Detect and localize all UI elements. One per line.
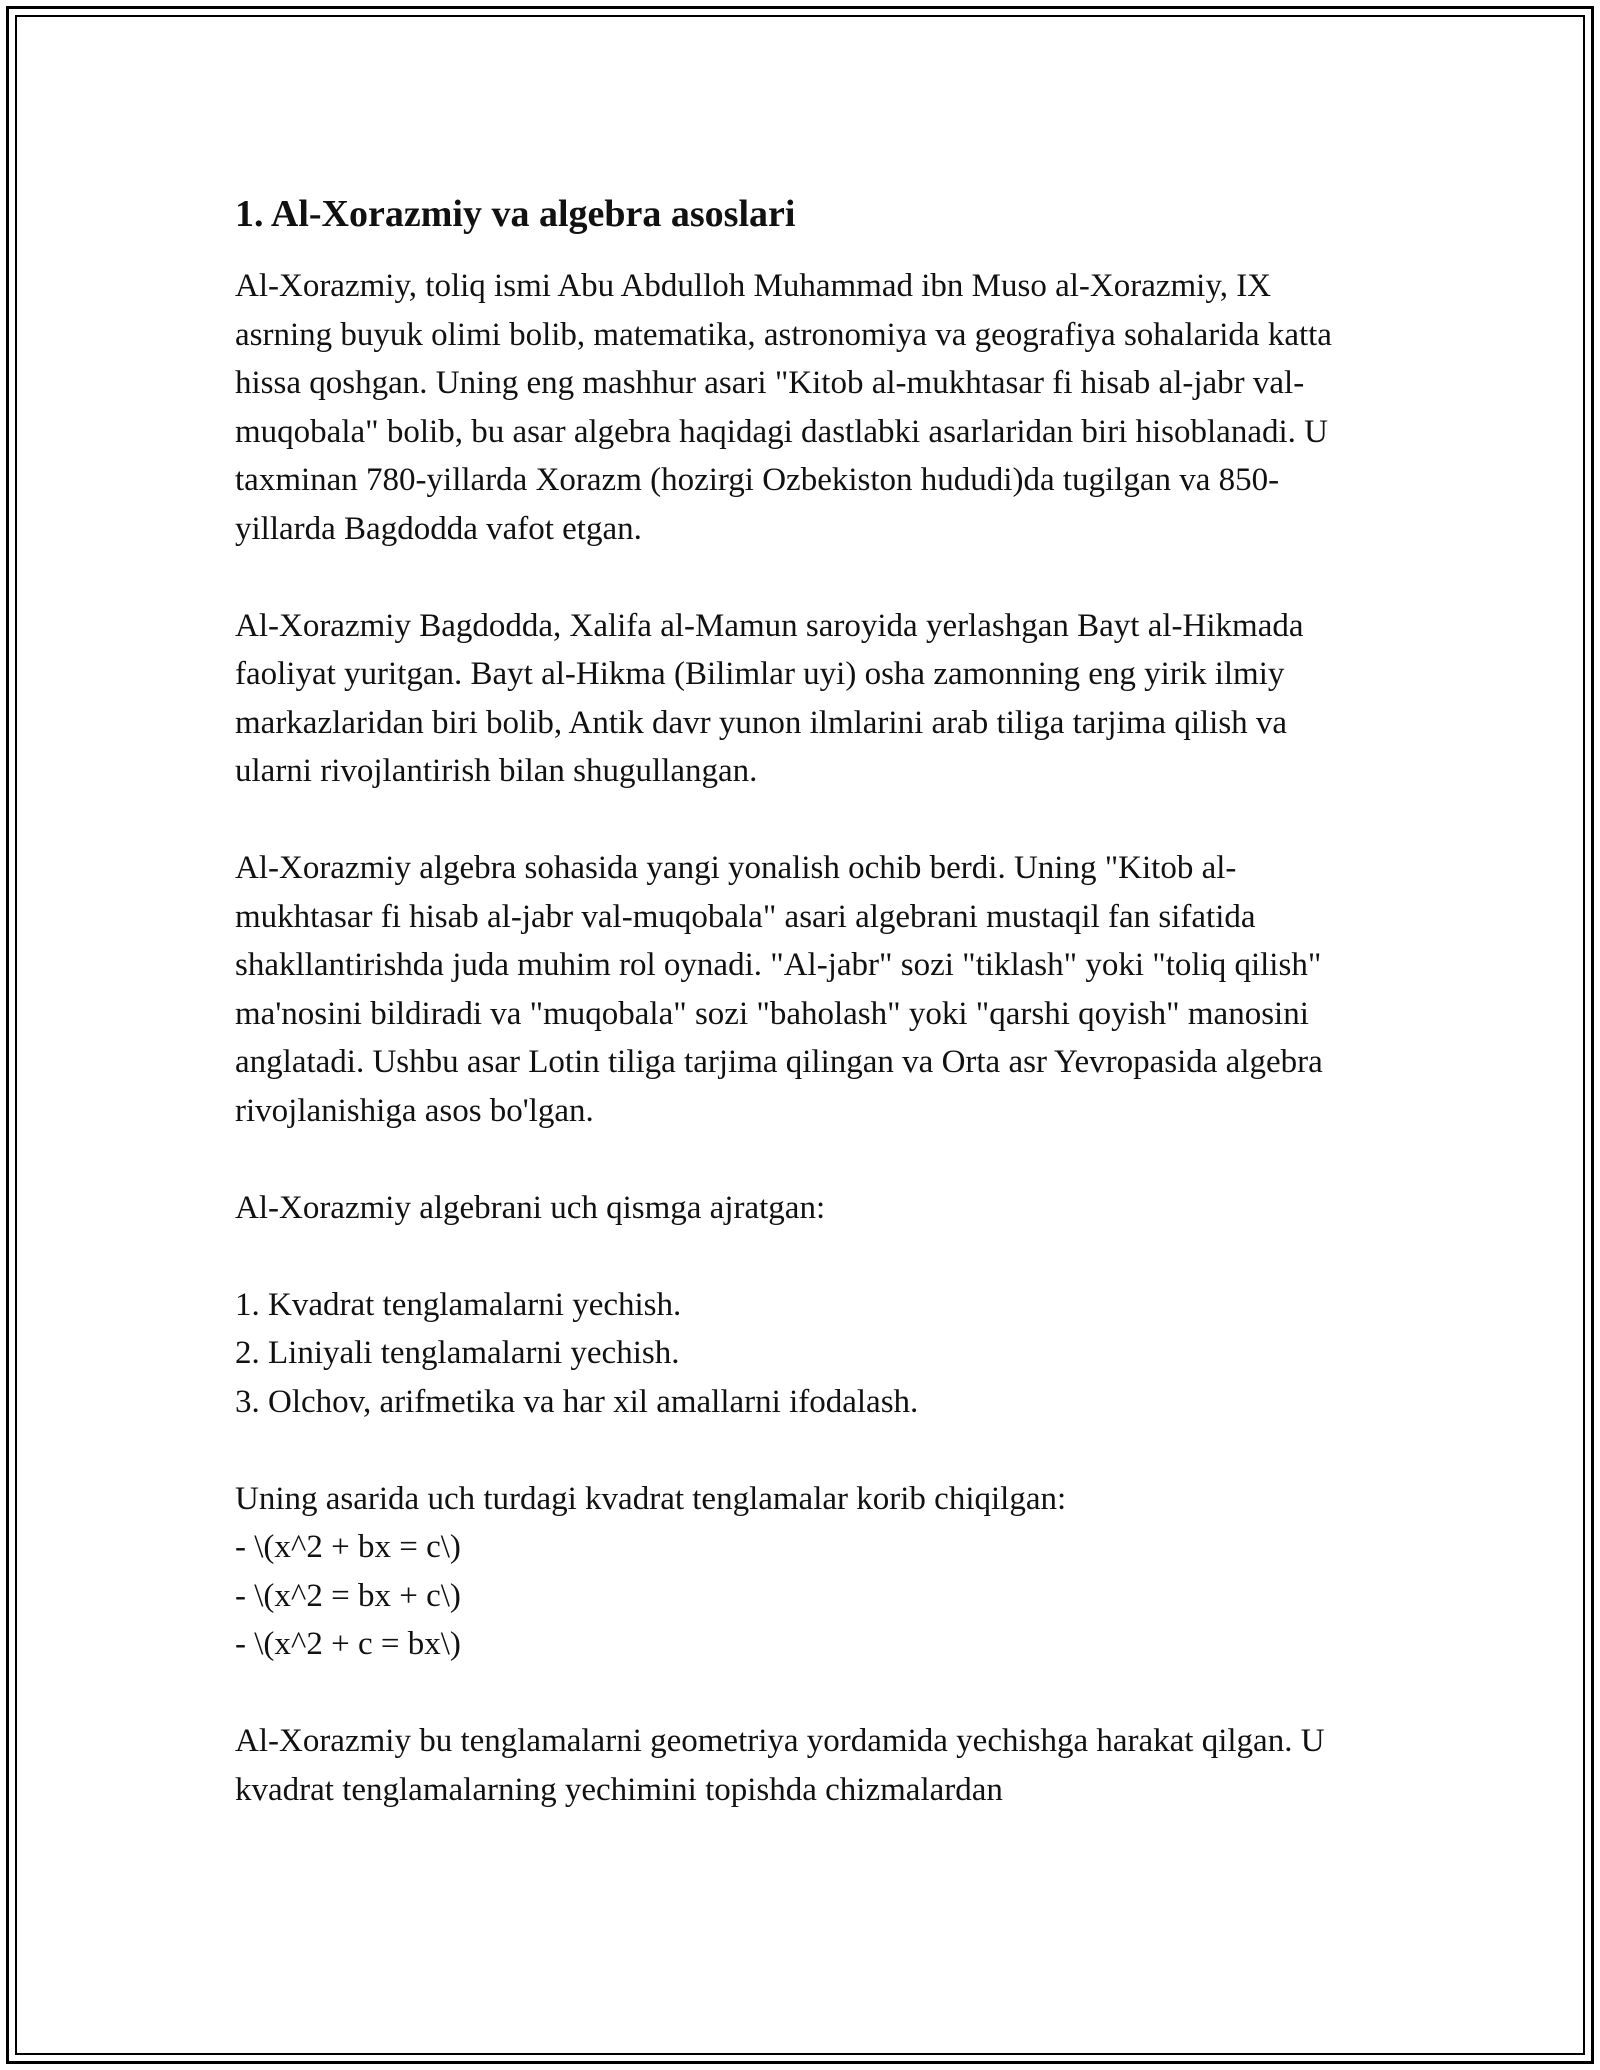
list-item: 1. Kvadrat tenglamalarni yechish. (235, 1286, 682, 1323)
paragraph-bayt-al-hikma: Al-Xorazmiy Bagdodda, Xalifa al-Mamun saroyida yerlashgan Bayt al-Hikmada faoliyat yuritgan. Bayt al-Hikma (Bilimlar uyi) osha zamonning eng yirik ilmiy markazlaridan biri bolib, Antik davr yunon ilmlarini arab tiliga tarjima qilish va ularni rivojlantirish bilan shugullangan. (235, 607, 1304, 789)
equation-item: - \(x^2 + bx = c\) (235, 1529, 461, 1565)
equation-item: - \(x^2 = bx + c\) (235, 1577, 461, 1614)
algebra-parts-list (235, 1281, 1365, 1427)
list-item: 2. Liniyali tenglamalarni yechish. (235, 1335, 680, 1371)
paragraph-geometry: Al-Xorazmiy bu tenglamalarni geometriya yordamida yechishga harakat qilgan. U kvadrat tenglamalarning yechimini topishda chizmalardan (235, 1723, 1325, 1808)
document-body (235, 190, 1365, 1863)
equations-block (235, 1475, 1365, 1669)
equations-intro: Uning asarida uch turdagi kvadrat tenglamalar korib chiqilgan: (235, 1480, 1067, 1517)
paragraph-algebra-parts-intro: Al-Xorazmiy algebrani uch qismga ajratgan: (235, 1189, 826, 1226)
equation-item: - \(x^2 + c = bx\) (235, 1626, 461, 1662)
list-item: 3. Olchov, arifmetika va har xil amallarni ifodalash. (235, 1383, 919, 1420)
paragraph-algebra-work: Al-Xorazmiy algebra sohasida yangi yonalish ochib berdi. Uning "Kitob al-mukhtasar fi hisab al-jabr val-muqobala" asari algebrani mustaqil fan sifatida shakllantirishda juda muhim rol oynadi. "Al-jabr" sozi "tiklash" yoki "toliq qilish" ma'nosini bildiradi va "muqobala" sozi "baholash" yoki "qarshi qoyish" manosini anglatadi. Ushbu asar Lotin tiliga tarjima qilingan va Orta asr Yevropasida algebra rivojlanishiga asos bo'lgan. (235, 850, 1323, 1129)
paragraph-biography: Al-Xorazmiy, toliq ismi Abu Abdulloh Muhammad ibn Muso al-Xorazmiy, IX asrning buyuk olimi bolib, matematika, astronomiya va geografiya sohalarida katta hissa qoshgan. Uning eng mashhur asari "Kitob al-mukhtasar fi hisab al-jabr val-muqobala" bolib, bu asar algebra haqidagi dastlabki asarlaridan biri hisoblanadi. U taxminan 780-yillarda Xorazm (hozirgi Ozbekiston hududi)da tugilgan va 850-yillarda Bagdodda vafot etgan. (235, 268, 1332, 547)
section-title: 1. Al-Xorazmiy va algebra asoslari (235, 193, 796, 235)
